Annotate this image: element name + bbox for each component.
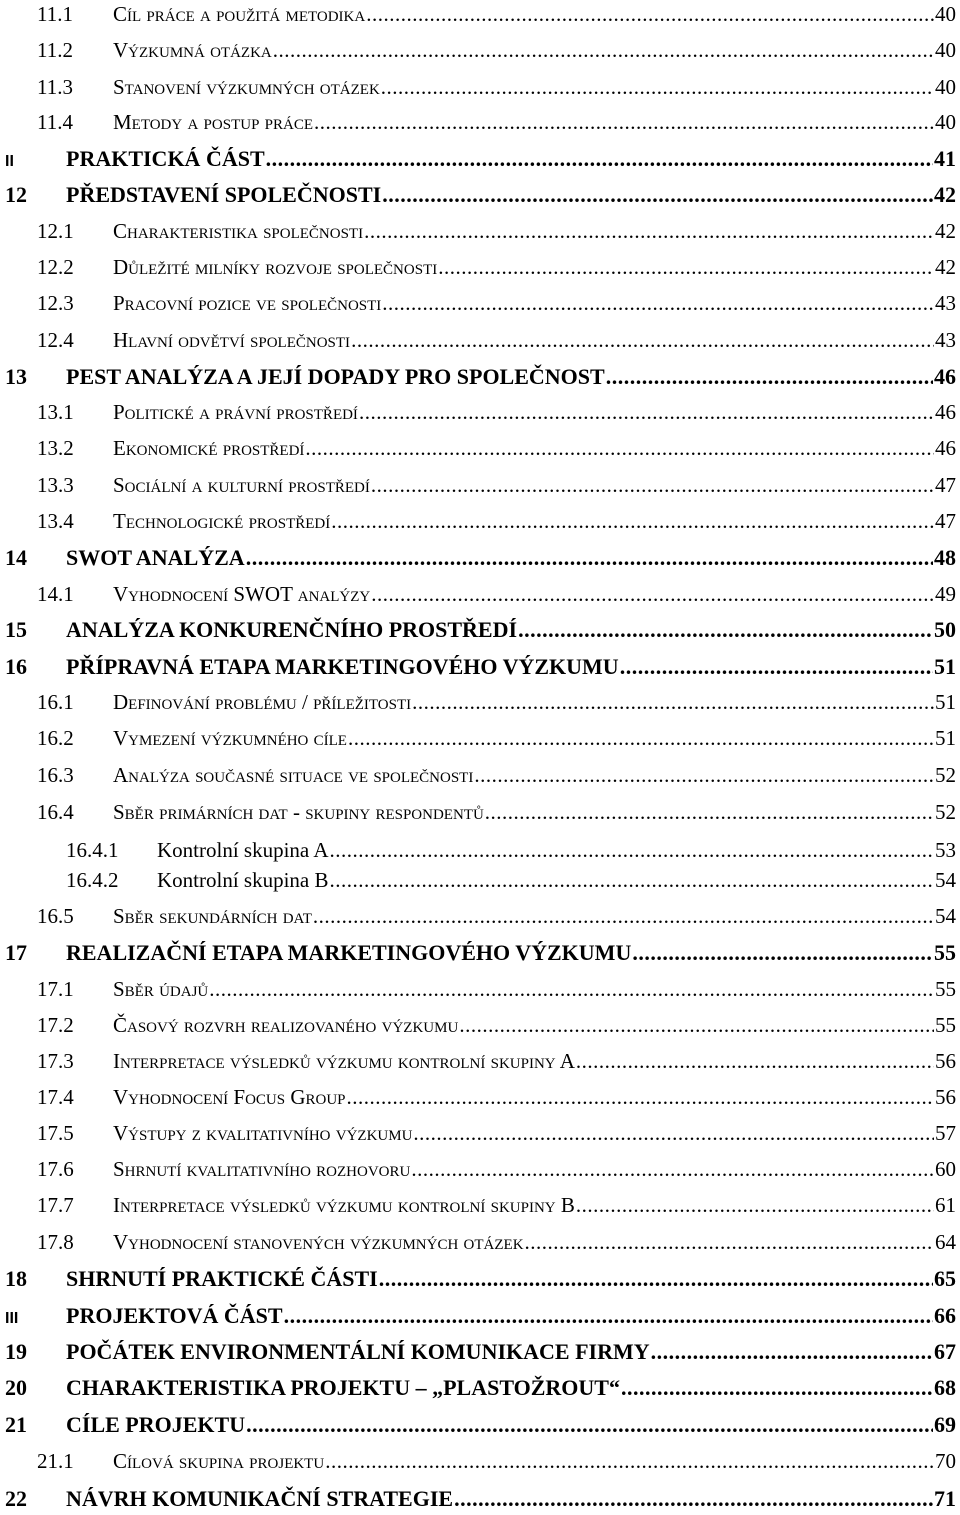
toc-entry-page: 40 xyxy=(935,110,956,134)
toc-entry-title: CHARAKTERISTIKA PROJEKTU – „PLASTOŽROUT“ xyxy=(66,1375,620,1400)
toc-entry-title: SHRNUTÍ PRAKTICKÉ ČÁSTI xyxy=(66,1266,378,1291)
toc-entry-number: 17.4 xyxy=(37,1085,74,1109)
toc-entry-number: 13.2 xyxy=(37,436,74,460)
toc-entry[interactable] xyxy=(37,904,956,929)
toc-dot-leader xyxy=(371,582,934,607)
toc-entry-title: Důležité milníky rozvoje společnosti xyxy=(113,255,438,279)
toc-entry[interactable] xyxy=(5,617,956,643)
toc-dot-leader xyxy=(632,940,933,966)
toc-entry-number: 11.1 xyxy=(37,2,73,26)
toc-dot-leader xyxy=(371,473,934,498)
toc-dot-leader xyxy=(348,726,934,751)
toc-entry-title: Sběr primárních dat - skupiny respondentů xyxy=(113,800,484,824)
toc-dot-leader xyxy=(438,255,934,280)
toc-entry-number: 11.2 xyxy=(37,38,73,62)
toc-entry-title: Politické a právní prostředí xyxy=(113,400,358,424)
toc-entry-page: 52 xyxy=(935,800,956,824)
toc-entry[interactable] xyxy=(5,940,956,966)
toc-entry-title: SWOT ANALÝZA xyxy=(66,545,245,570)
toc-dot-leader xyxy=(314,110,934,135)
toc-entry-title: Pracovní pozice ve společnosti xyxy=(113,291,382,315)
toc-entry-page: 55 xyxy=(934,940,956,965)
toc-dot-leader xyxy=(351,328,934,353)
toc-entry-page: 55 xyxy=(935,977,956,1001)
toc-dot-leader xyxy=(620,654,933,680)
toc-dot-leader xyxy=(382,291,934,316)
toc-dot-leader xyxy=(379,1266,933,1292)
toc-entry[interactable] xyxy=(37,726,956,751)
toc-entry[interactable] xyxy=(37,291,956,316)
toc-entry-title: Definování problému / příležitosti xyxy=(113,690,412,714)
toc-entry-number: 20 xyxy=(5,1375,27,1400)
toc-entry-title: Sběr sekundárních dat xyxy=(113,904,312,928)
toc-entry-title: Charakteristika společnosti xyxy=(113,219,364,243)
toc-entry-number: 12.4 xyxy=(37,328,74,352)
toc-entry-page: 65 xyxy=(934,1266,956,1291)
toc-entry-title: Cíl práce a použitá metodika xyxy=(113,2,366,26)
toc-entry[interactable] xyxy=(37,400,956,425)
toc-entry[interactable] xyxy=(37,582,956,607)
toc-entry-page: 61 xyxy=(935,1193,956,1217)
toc-dot-leader xyxy=(246,1412,933,1438)
toc-entry-number: 13.1 xyxy=(37,400,74,424)
toc-entry-number: 13 xyxy=(5,364,27,389)
toc-entry[interactable] xyxy=(37,1121,956,1146)
toc-entry-page: 60 xyxy=(935,1157,956,1181)
toc-entry-page: 56 xyxy=(935,1085,956,1109)
toc-entry-page: 54 xyxy=(935,868,956,892)
toc-dot-leader xyxy=(366,2,934,27)
toc-entry-page: 54 xyxy=(935,904,956,928)
toc-entry-title: REALIZAČNÍ ETAPA MARKETINGOVÉHO VÝZKUMU xyxy=(66,940,632,965)
toc-entry-title: ANALÝZA KONKURENČNÍHO PROSTŘEDÍ xyxy=(66,617,518,642)
toc-entry-number: 17.7 xyxy=(37,1193,74,1217)
toc-entry[interactable] xyxy=(5,146,956,172)
toc-entry[interactable] xyxy=(5,1375,956,1401)
toc-entry-number: 17.1 xyxy=(37,977,74,1001)
toc-entry-page: 43 xyxy=(935,291,956,315)
toc-entry-number: 12.3 xyxy=(37,291,74,315)
toc-entry[interactable] xyxy=(37,473,956,498)
toc-dot-leader xyxy=(413,1121,934,1146)
toc-entry[interactable] xyxy=(37,1230,956,1255)
toc-entry-title: NÁVRH KOMUNIKAČNÍ STRATEGIE xyxy=(66,1486,454,1511)
toc-dot-leader xyxy=(518,617,933,643)
toc-dot-leader xyxy=(209,977,934,1002)
toc-entry-number: 16.4 xyxy=(37,800,74,824)
toc-entry-title: Výzkumná otázka xyxy=(113,38,272,62)
toc-entry-page: 40 xyxy=(935,2,956,26)
toc-dot-leader xyxy=(651,1339,933,1365)
toc-dot-leader xyxy=(411,1157,934,1182)
toc-entry-page: 50 xyxy=(934,617,956,642)
toc-entry-page: 42 xyxy=(935,255,956,279)
toc-entry-title: Hlavní odvětví společnosti xyxy=(113,328,351,352)
toc-dot-leader xyxy=(459,1013,934,1038)
toc-entry-number: 12.1 xyxy=(37,219,74,243)
toc-entry-page: 53 xyxy=(935,838,956,862)
toc-dot-leader xyxy=(485,800,934,825)
toc-dot-leader xyxy=(576,1049,934,1074)
toc-entry[interactable] xyxy=(37,1193,956,1218)
toc-entry-page: 46 xyxy=(935,436,956,460)
toc-entry[interactable] xyxy=(37,800,956,825)
toc-entry[interactable] xyxy=(5,1412,956,1438)
toc-dot-leader xyxy=(359,400,934,425)
toc-entry-number: 16 xyxy=(5,654,27,679)
toc-entry[interactable] xyxy=(5,1266,956,1292)
toc-dot-leader xyxy=(330,868,935,893)
toc-entry-title: Sběr údajů xyxy=(113,977,209,1001)
toc-dot-leader xyxy=(382,182,933,208)
toc-entry-page: 67 xyxy=(934,1339,956,1364)
toc-entry[interactable] xyxy=(37,690,956,715)
toc-dot-leader xyxy=(246,545,933,571)
toc-entry-page: 69 xyxy=(934,1412,956,1437)
toc-entry-title: Cílová skupina projektu xyxy=(113,1449,325,1473)
toc-entry-page: 66 xyxy=(934,1303,956,1328)
toc-dot-leader xyxy=(330,838,935,863)
toc-dot-leader xyxy=(284,1303,933,1329)
toc-entry[interactable] xyxy=(37,977,956,1002)
toc-entry-page: 46 xyxy=(934,364,956,389)
toc-entry-page: 71 xyxy=(934,1486,956,1511)
toc-entry-title: Analýza současné situace ve společnosti xyxy=(113,763,474,787)
toc-entry-number: 15 xyxy=(5,617,27,642)
toc-dot-leader xyxy=(412,690,934,715)
toc-entry[interactable] xyxy=(5,1339,956,1365)
toc-entry-title: POČÁTEK ENVIRONMENTÁLNÍ KOMUNIKACE FIRMY xyxy=(66,1339,650,1364)
toc-entry-page: 49 xyxy=(935,582,956,606)
toc-entry-title: Ekonomické prostředí xyxy=(113,436,305,460)
toc-entry-title: Vyhodnocení SWOT analýzy xyxy=(113,582,371,606)
toc-entry-page: 47 xyxy=(935,473,956,497)
toc-entry-title: Vyhodnocení Focus Group xyxy=(113,1085,346,1109)
toc-entry-number: 21 xyxy=(5,1412,27,1437)
toc-dot-leader xyxy=(273,38,934,63)
toc-entry-page: 41 xyxy=(934,146,956,171)
toc-entry-page: 56 xyxy=(935,1049,956,1073)
toc-entry-number: 21.1 xyxy=(37,1449,74,1473)
toc-entry[interactable] xyxy=(37,2,956,27)
toc-entry[interactable] xyxy=(37,38,956,63)
toc-entry-title: Časový rozvrh realizovaného výzkumu xyxy=(113,1013,459,1037)
toc-entry-number: 12 xyxy=(5,182,27,207)
toc-dot-leader xyxy=(621,1375,933,1401)
toc-entry-title: Technologické prostředí xyxy=(113,509,331,533)
toc-dot-leader xyxy=(325,1449,934,1474)
toc-entry-number: 17.5 xyxy=(37,1121,74,1145)
toc-dot-leader xyxy=(576,1193,934,1218)
toc-entry-page: 51 xyxy=(934,654,956,679)
toc-entry-number: 18 xyxy=(5,1266,27,1291)
toc-entry-title: Interpretace výsledků výzkumu kontrolní skupiny A xyxy=(113,1049,575,1073)
toc-entry-number: 17 xyxy=(5,940,27,965)
toc-entry-title: Vymezení výzkumného cíle xyxy=(113,726,347,750)
toc-entry-title: CÍLE PROJEKTU xyxy=(66,1412,246,1437)
toc-entry-number: II xyxy=(5,153,14,170)
toc-entry-number: 14 xyxy=(5,545,27,570)
toc-entry-number: 16.4.2 xyxy=(66,868,119,892)
toc-entry[interactable] xyxy=(37,763,956,788)
toc-entry[interactable] xyxy=(37,436,956,461)
toc-entry[interactable] xyxy=(66,838,956,863)
toc-dot-leader xyxy=(313,904,934,929)
toc-dot-leader xyxy=(454,1486,933,1512)
toc-entry-number: 13.3 xyxy=(37,473,74,497)
toc-entry-number: 14.1 xyxy=(37,582,74,606)
toc-entry-page: 51 xyxy=(935,690,956,714)
toc-entry-number: 16.1 xyxy=(37,690,74,714)
toc-entry-title: Sociální a kulturní prostředí xyxy=(113,473,370,497)
toc-entry-number: 17.2 xyxy=(37,1013,74,1037)
toc-entry-title: Kontrolní skupina B xyxy=(157,868,329,892)
toc-entry[interactable] xyxy=(5,364,956,390)
toc-entry-page: 47 xyxy=(935,509,956,533)
toc-entry-number: 17.6 xyxy=(37,1157,74,1181)
toc-entry-title: Metody a postup práce xyxy=(113,110,314,134)
toc-entry-number: 11.4 xyxy=(37,110,73,134)
toc-dot-leader xyxy=(266,146,933,172)
toc-entry-number: III xyxy=(5,1310,19,1327)
toc-entry-title: Interpretace výsledků výzkumu kontrolní skupiny B xyxy=(113,1193,575,1217)
toc-entry-page: 40 xyxy=(935,75,956,99)
toc-entry[interactable] xyxy=(37,328,956,353)
toc-entry-number: 16.2 xyxy=(37,726,74,750)
toc-entry-number: 13.4 xyxy=(37,509,74,533)
toc-entry-title: Kontrolní skupina A xyxy=(157,838,329,862)
toc-entry[interactable] xyxy=(37,509,956,534)
toc-dot-leader xyxy=(474,763,934,788)
toc-entry-page: 55 xyxy=(935,1013,956,1037)
toc-dot-leader xyxy=(525,1230,934,1255)
toc-entry[interactable] xyxy=(37,1085,956,1110)
toc-entry-number: 12.2 xyxy=(37,255,74,279)
toc-entry[interactable] xyxy=(37,1157,956,1182)
toc-dot-leader xyxy=(331,509,934,534)
toc-entry[interactable] xyxy=(66,868,956,893)
toc-entry-title: Výstupy z kvalitativního výzkumu xyxy=(113,1121,413,1145)
toc-entry-page: 48 xyxy=(934,545,956,570)
toc-entry-title: PROJEKTOVÁ ČÁST xyxy=(66,1303,283,1328)
toc-entry-number: 22 xyxy=(5,1486,27,1511)
toc-entry-page: 57 xyxy=(935,1121,956,1145)
toc-entry-title: Stanovení výzkumných otázek xyxy=(113,75,380,99)
toc-entry-title: PŘEDSTAVENÍ SPOLEČNOSTI xyxy=(66,182,382,207)
toc-entry-page: 42 xyxy=(934,182,956,207)
toc-entry-number: 17.8 xyxy=(37,1230,74,1254)
toc-entry[interactable] xyxy=(5,1486,956,1512)
toc-entry-page: 43 xyxy=(935,328,956,352)
toc-entry-number: 16.5 xyxy=(37,904,74,928)
toc-entry[interactable] xyxy=(5,182,956,208)
toc-entry[interactable] xyxy=(37,219,956,244)
toc-entry-number: 16.4.1 xyxy=(66,838,119,862)
toc-entry-page: 64 xyxy=(935,1230,956,1254)
toc-entry[interactable] xyxy=(37,110,956,135)
toc-dot-leader xyxy=(606,364,933,390)
toc-entry-page: 70 xyxy=(935,1449,956,1473)
toc-dot-leader xyxy=(305,436,934,461)
toc-entry-page: 46 xyxy=(935,400,956,424)
toc-entry-title: PRAKTICKÁ ČÁST xyxy=(66,146,265,171)
toc-dot-leader xyxy=(364,219,934,244)
toc-entry-title: Shrnutí kvalitativního rozhovoru xyxy=(113,1157,411,1181)
toc-entry-page: 51 xyxy=(935,726,956,750)
toc-entry-number: 17.3 xyxy=(37,1049,74,1073)
toc-entry-page: 52 xyxy=(935,763,956,787)
toc-entry[interactable] xyxy=(37,1013,956,1038)
toc-entry-number: 16.3 xyxy=(37,763,74,787)
toc-entry[interactable] xyxy=(37,75,956,100)
toc-entry[interactable] xyxy=(37,255,956,280)
toc-dot-leader xyxy=(381,75,934,100)
toc-entry[interactable] xyxy=(37,1049,956,1074)
toc-entry-title: PEST ANALÝZA A JEJÍ DOPADY PRO SPOLEČNOST xyxy=(66,364,605,389)
toc-entry[interactable] xyxy=(5,1303,956,1329)
toc-entry[interactable] xyxy=(5,654,956,680)
toc-entry[interactable] xyxy=(5,545,956,571)
toc-entry-number: 11.3 xyxy=(37,75,73,99)
toc-entry-page: 42 xyxy=(935,219,956,243)
toc-dot-leader xyxy=(347,1085,934,1110)
toc-entry-number: 19 xyxy=(5,1339,27,1364)
toc-entry-page: 68 xyxy=(934,1375,956,1400)
toc-entry-page: 40 xyxy=(935,38,956,62)
toc-entry-title: PŘÍPRAVNÁ ETAPA MARKETINGOVÉHO VÝZKUMU xyxy=(66,654,619,679)
toc-entry[interactable] xyxy=(37,1449,956,1474)
toc-entry-title: Vyhodnocení stanovených výzkumných otázek xyxy=(113,1230,524,1254)
